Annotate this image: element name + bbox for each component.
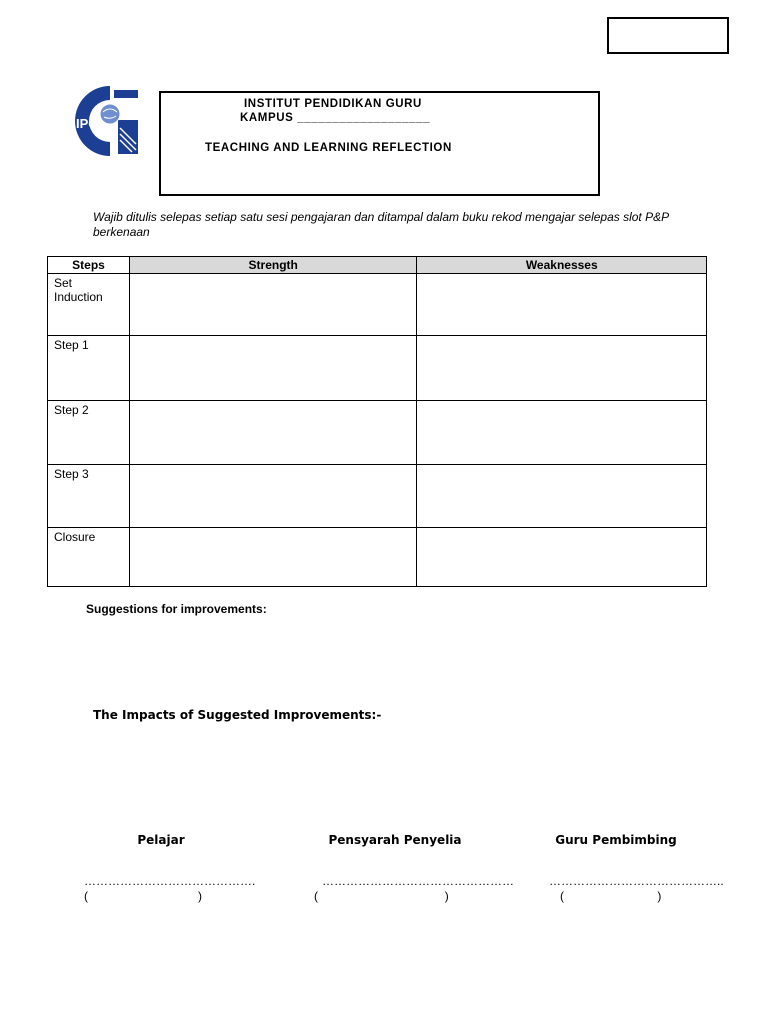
ipg-logo bbox=[70, 84, 140, 158]
weakness-cell[interactable] bbox=[417, 336, 707, 401]
table-row bbox=[48, 465, 707, 528]
signature-line-pelajar: ……………………………………. bbox=[84, 874, 256, 888]
weakness-cell[interactable] bbox=[417, 528, 707, 587]
signature-line-guru: …………………………………….. bbox=[549, 874, 724, 888]
step-label: Step 1 bbox=[48, 336, 130, 401]
institute-title: INSTITUT PENDIDIKAN GURU bbox=[244, 98, 422, 110]
step-label: Step 3 bbox=[48, 465, 130, 528]
name-field-pensyarah: ( ) bbox=[314, 889, 449, 903]
reference-number-box bbox=[607, 17, 729, 54]
column-header-strength: Strength bbox=[129, 257, 416, 274]
strength-cell[interactable] bbox=[129, 401, 416, 465]
column-header-steps: Steps bbox=[48, 257, 130, 274]
name-field-pelajar: ( ) bbox=[84, 889, 203, 903]
step-label: Closure bbox=[48, 528, 130, 587]
impacts-title: The Impacts of Suggested Improvements:- bbox=[93, 708, 382, 722]
strength-cell[interactable] bbox=[129, 528, 416, 587]
signature-label-pelajar: Pelajar bbox=[137, 833, 185, 847]
table-row bbox=[48, 336, 707, 401]
suggestions-title: Suggestions for improvements: bbox=[86, 602, 267, 616]
step-label: Set Induction bbox=[48, 274, 130, 336]
table-row bbox=[48, 401, 707, 465]
signature-line-pensyarah: ………………………………………… bbox=[322, 874, 514, 888]
form-title: TEACHING AND LEARNING REFLECTION bbox=[205, 142, 452, 154]
table-row bbox=[48, 274, 707, 336]
signature-label-guru: Guru Pembimbing bbox=[555, 833, 677, 847]
weakness-cell[interactable] bbox=[417, 465, 707, 528]
table-row bbox=[48, 528, 707, 587]
table-header-row bbox=[48, 257, 707, 274]
column-header-weaknesses: Weaknesses bbox=[417, 257, 707, 274]
name-field-guru: ( ) bbox=[560, 889, 662, 903]
strength-cell[interactable] bbox=[129, 274, 416, 336]
strength-cell[interactable] bbox=[129, 465, 416, 528]
strength-cell[interactable] bbox=[129, 336, 416, 401]
reflection-table bbox=[47, 256, 707, 587]
step-label: Step 2 bbox=[48, 401, 130, 465]
instruction-note: Wajib ditulis selepas setiap satu sesi pengajaran dan ditampal dalam buku rekod mengajar selepas slot P&P berkenaan bbox=[93, 210, 669, 239]
weakness-cell[interactable] bbox=[417, 274, 707, 336]
campus-field: KAMPUS ___________________ bbox=[240, 112, 431, 124]
weakness-cell[interactable] bbox=[417, 401, 707, 465]
logo-text: IPG bbox=[76, 116, 99, 131]
signature-label-pensyarah: Pensyarah Penyelia bbox=[328, 833, 462, 847]
